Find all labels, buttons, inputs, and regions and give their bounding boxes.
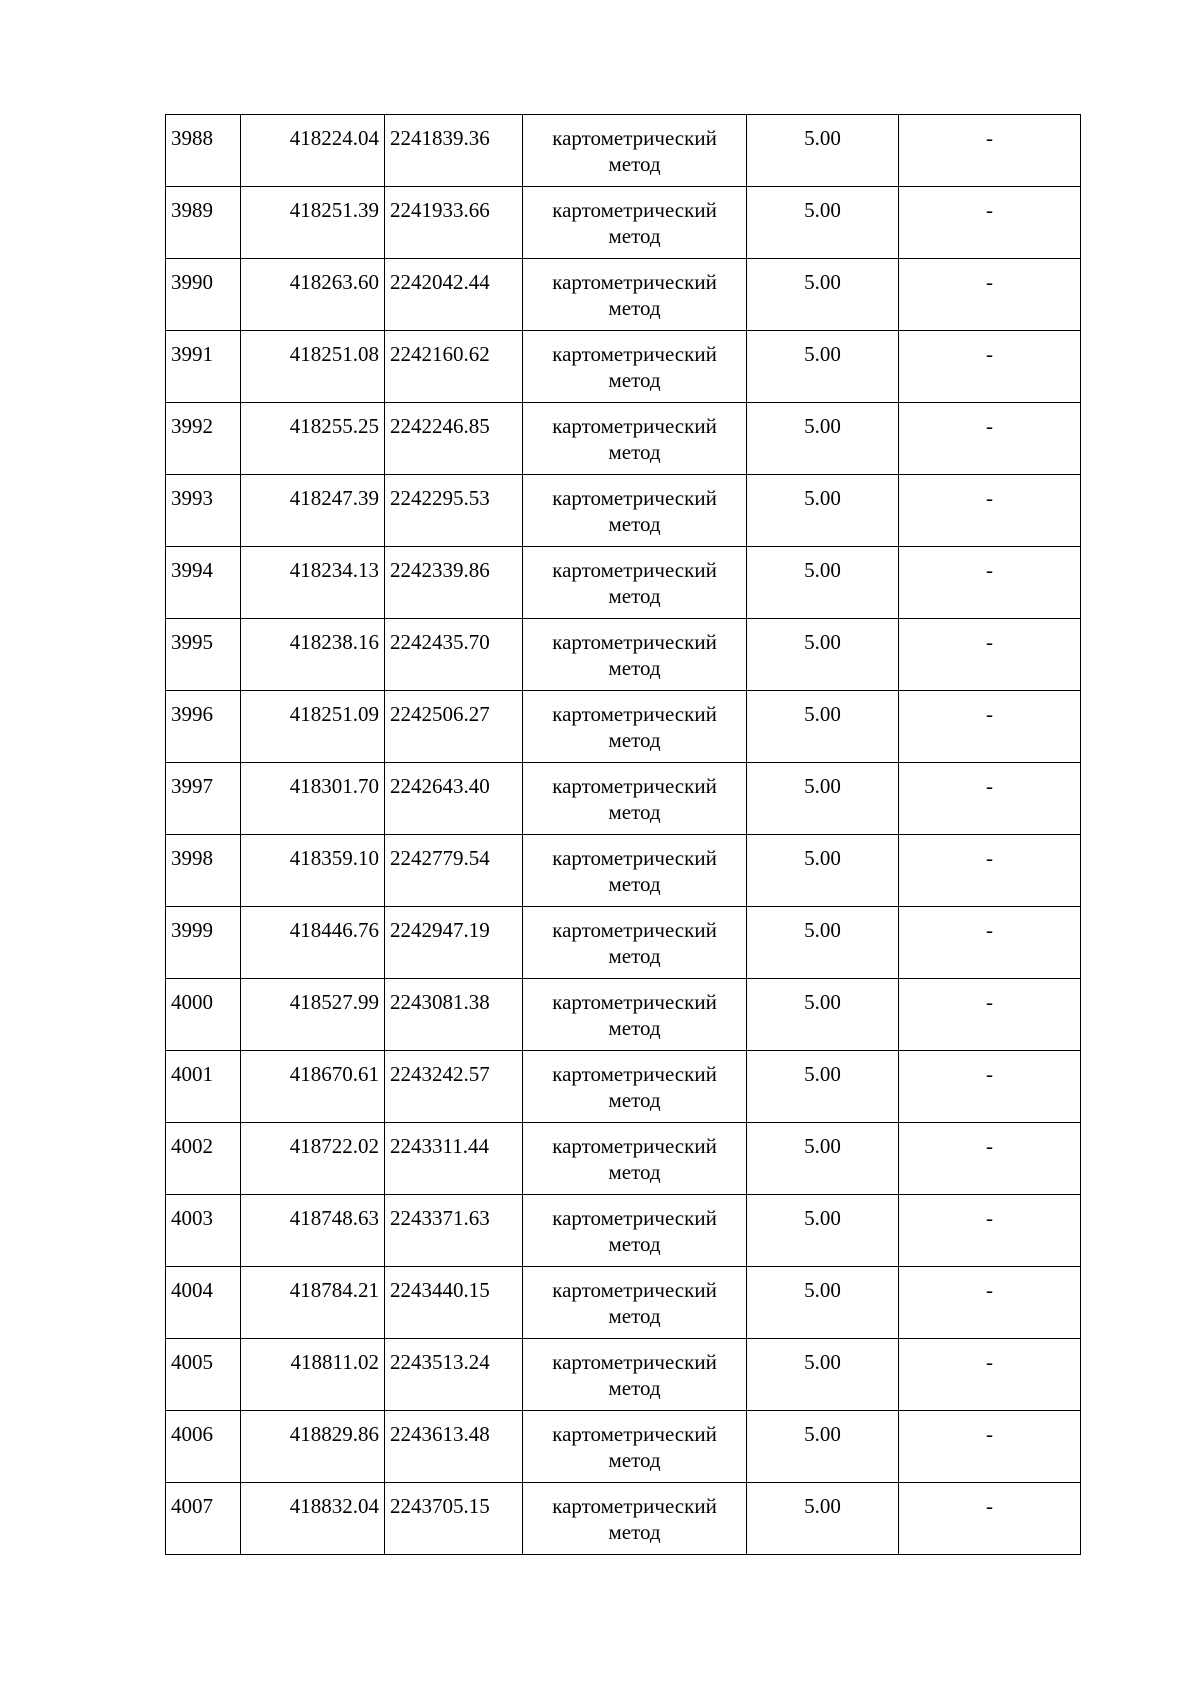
method-cell xyxy=(523,1339,747,1411)
note-cell: - xyxy=(899,1483,1081,1555)
y-coordinate-cell: 2242246.85 xyxy=(385,403,523,475)
method-cell xyxy=(523,1051,747,1123)
point-number-cell: 4001 xyxy=(166,1051,241,1123)
method-label-line-1: картометрический xyxy=(552,126,717,150)
point-number-cell: 4003 xyxy=(166,1195,241,1267)
y-coordinate-cell: 2242779.54 xyxy=(385,835,523,907)
table-row xyxy=(166,475,1081,547)
method-cell xyxy=(523,979,747,1051)
note-cell: - xyxy=(899,547,1081,619)
point-number-cell: 3989 xyxy=(166,187,241,259)
method-label-line-2: метод xyxy=(608,1160,661,1184)
method-label-line-2: метод xyxy=(608,800,661,824)
note-cell: - xyxy=(899,619,1081,691)
method-label-line-1: картометрический xyxy=(552,270,717,294)
note-cell: - xyxy=(899,259,1081,331)
coordinates-table xyxy=(165,114,1081,1555)
accuracy-cell: 5.00 xyxy=(747,1483,899,1555)
accuracy-cell: 5.00 xyxy=(747,1195,899,1267)
method-cell xyxy=(523,1411,747,1483)
y-coordinate-cell: 2242160.62 xyxy=(385,331,523,403)
method-label-line-2: метод xyxy=(608,728,661,752)
accuracy-cell: 5.00 xyxy=(747,619,899,691)
method-label-line-2: метод xyxy=(608,152,661,176)
y-coordinate-cell: 2242339.86 xyxy=(385,547,523,619)
x-coordinate-cell: 418359.10 xyxy=(241,835,385,907)
note-cell: - xyxy=(899,331,1081,403)
method-cell xyxy=(523,115,747,187)
y-coordinate-cell: 2242042.44 xyxy=(385,259,523,331)
note-cell: - xyxy=(899,835,1081,907)
method-label-line-1: картометрический xyxy=(552,1278,717,1302)
method-label-line-2: метод xyxy=(608,584,661,608)
method-label-line-2: метод xyxy=(608,1520,661,1544)
point-number-cell: 4002 xyxy=(166,1123,241,1195)
x-coordinate-cell: 418301.70 xyxy=(241,763,385,835)
point-number-cell: 4000 xyxy=(166,979,241,1051)
y-coordinate-cell: 2243371.63 xyxy=(385,1195,523,1267)
method-cell xyxy=(523,763,747,835)
method-label-line-1: картометрический xyxy=(552,846,717,870)
x-coordinate-cell: 418811.02 xyxy=(241,1339,385,1411)
method-label-line-1: картометрический xyxy=(552,558,717,582)
note-cell: - xyxy=(899,979,1081,1051)
method-label-line-2: метод xyxy=(608,1376,661,1400)
point-number-cell: 3994 xyxy=(166,547,241,619)
accuracy-cell: 5.00 xyxy=(747,907,899,979)
note-cell: - xyxy=(899,691,1081,763)
method-cell xyxy=(523,403,747,475)
note-cell: - xyxy=(899,1267,1081,1339)
method-label-line-2: метод xyxy=(608,440,661,464)
y-coordinate-cell: 2243311.44 xyxy=(385,1123,523,1195)
table-row xyxy=(166,1123,1081,1195)
x-coordinate-cell: 418722.02 xyxy=(241,1123,385,1195)
method-cell xyxy=(523,547,747,619)
method-label-line-1: картометрический xyxy=(552,486,717,510)
note-cell: - xyxy=(899,763,1081,835)
accuracy-cell: 5.00 xyxy=(747,331,899,403)
accuracy-cell: 5.00 xyxy=(747,187,899,259)
point-number-cell: 4005 xyxy=(166,1339,241,1411)
x-coordinate-cell: 418263.60 xyxy=(241,259,385,331)
point-number-cell: 3991 xyxy=(166,331,241,403)
point-number-cell: 3997 xyxy=(166,763,241,835)
method-cell xyxy=(523,691,747,763)
note-cell: - xyxy=(899,1051,1081,1123)
x-coordinate-cell: 418238.16 xyxy=(241,619,385,691)
method-label-line-1: картометрический xyxy=(552,198,717,222)
accuracy-cell: 5.00 xyxy=(747,403,899,475)
y-coordinate-cell: 2242947.19 xyxy=(385,907,523,979)
table-row xyxy=(166,1051,1081,1123)
method-label-line-2: метод xyxy=(608,1016,661,1040)
table-row xyxy=(166,1195,1081,1267)
table-row xyxy=(166,1339,1081,1411)
point-number-cell: 3988 xyxy=(166,115,241,187)
note-cell: - xyxy=(899,907,1081,979)
table-row xyxy=(166,547,1081,619)
x-coordinate-cell: 418670.61 xyxy=(241,1051,385,1123)
method-cell xyxy=(523,619,747,691)
table-row xyxy=(166,1411,1081,1483)
y-coordinate-cell: 2242643.40 xyxy=(385,763,523,835)
method-label-line-2: метод xyxy=(608,296,661,320)
method-label-line-1: картометрический xyxy=(552,1422,717,1446)
table-row xyxy=(166,619,1081,691)
note-cell: - xyxy=(899,1123,1081,1195)
method-label-line-2: метод xyxy=(608,1304,661,1328)
y-coordinate-cell: 2242295.53 xyxy=(385,475,523,547)
method-cell xyxy=(523,1267,747,1339)
x-coordinate-cell: 418832.04 xyxy=(241,1483,385,1555)
method-label-line-1: картометрический xyxy=(552,1062,717,1086)
method-label-line-1: картометрический xyxy=(552,414,717,438)
method-label-line-1: картометрический xyxy=(552,918,717,942)
method-label-line-1: картометрический xyxy=(552,1494,717,1518)
note-cell: - xyxy=(899,403,1081,475)
method-label-line-1: картометрический xyxy=(552,1206,717,1230)
x-coordinate-cell: 418251.39 xyxy=(241,187,385,259)
accuracy-cell: 5.00 xyxy=(747,547,899,619)
note-cell: - xyxy=(899,115,1081,187)
y-coordinate-cell: 2241839.36 xyxy=(385,115,523,187)
accuracy-cell: 5.00 xyxy=(747,1411,899,1483)
table-row xyxy=(166,187,1081,259)
method-cell xyxy=(523,1483,747,1555)
y-coordinate-cell: 2243440.15 xyxy=(385,1267,523,1339)
method-cell xyxy=(523,331,747,403)
x-coordinate-cell: 418527.99 xyxy=(241,979,385,1051)
accuracy-cell: 5.00 xyxy=(747,691,899,763)
accuracy-cell: 5.00 xyxy=(747,259,899,331)
table-row xyxy=(166,259,1081,331)
method-cell xyxy=(523,835,747,907)
table-row xyxy=(166,691,1081,763)
y-coordinate-cell: 2241933.66 xyxy=(385,187,523,259)
x-coordinate-cell: 418224.04 xyxy=(241,115,385,187)
accuracy-cell: 5.00 xyxy=(747,1267,899,1339)
method-label-line-1: картометрический xyxy=(552,1134,717,1158)
method-label-line-1: картометрический xyxy=(552,630,717,654)
table-row xyxy=(166,763,1081,835)
y-coordinate-cell: 2242506.27 xyxy=(385,691,523,763)
table-row xyxy=(166,115,1081,187)
point-number-cell: 4007 xyxy=(166,1483,241,1555)
table-row xyxy=(166,1267,1081,1339)
method-label-line-2: метод xyxy=(608,224,661,248)
accuracy-cell: 5.00 xyxy=(747,979,899,1051)
point-number-cell: 3992 xyxy=(166,403,241,475)
table-row xyxy=(166,403,1081,475)
point-number-cell: 4006 xyxy=(166,1411,241,1483)
table-row xyxy=(166,979,1081,1051)
method-label-line-2: метод xyxy=(608,1232,661,1256)
method-cell xyxy=(523,907,747,979)
coordinates-table-body xyxy=(166,115,1081,1555)
table-row xyxy=(166,835,1081,907)
x-coordinate-cell: 418784.21 xyxy=(241,1267,385,1339)
x-coordinate-cell: 418446.76 xyxy=(241,907,385,979)
accuracy-cell: 5.00 xyxy=(747,115,899,187)
method-label-line-1: картометрический xyxy=(552,342,717,366)
method-label-line-2: метод xyxy=(608,944,661,968)
table-row xyxy=(166,1483,1081,1555)
x-coordinate-cell: 418234.13 xyxy=(241,547,385,619)
method-label-line-2: метод xyxy=(608,1088,661,1112)
y-coordinate-cell: 2243613.48 xyxy=(385,1411,523,1483)
accuracy-cell: 5.00 xyxy=(747,835,899,907)
y-coordinate-cell: 2243081.38 xyxy=(385,979,523,1051)
point-number-cell: 3998 xyxy=(166,835,241,907)
y-coordinate-cell: 2243705.15 xyxy=(385,1483,523,1555)
point-number-cell: 3993 xyxy=(166,475,241,547)
table-row xyxy=(166,907,1081,979)
method-label-line-2: метод xyxy=(608,512,661,536)
note-cell: - xyxy=(899,1411,1081,1483)
method-label-line-2: метод xyxy=(608,656,661,680)
method-label-line-1: картометрический xyxy=(552,702,717,726)
x-coordinate-cell: 418255.25 xyxy=(241,403,385,475)
y-coordinate-cell: 2243513.24 xyxy=(385,1339,523,1411)
method-label-line-1: картометрический xyxy=(552,990,717,1014)
note-cell: - xyxy=(899,1339,1081,1411)
x-coordinate-cell: 418829.86 xyxy=(241,1411,385,1483)
method-label-line-1: картометрический xyxy=(552,774,717,798)
accuracy-cell: 5.00 xyxy=(747,1051,899,1123)
table-row xyxy=(166,331,1081,403)
point-number-cell: 3999 xyxy=(166,907,241,979)
accuracy-cell: 5.00 xyxy=(747,1339,899,1411)
method-cell xyxy=(523,259,747,331)
method-label-line-2: метод xyxy=(608,872,661,896)
method-label-line-2: метод xyxy=(608,368,661,392)
note-cell: - xyxy=(899,1195,1081,1267)
point-number-cell: 3996 xyxy=(166,691,241,763)
y-coordinate-cell: 2243242.57 xyxy=(385,1051,523,1123)
point-number-cell: 3995 xyxy=(166,619,241,691)
method-label-line-2: метод xyxy=(608,1448,661,1472)
note-cell: - xyxy=(899,187,1081,259)
point-number-cell: 3990 xyxy=(166,259,241,331)
method-label-line-1: картометрический xyxy=(552,1350,717,1374)
method-cell xyxy=(523,1195,747,1267)
x-coordinate-cell: 418251.09 xyxy=(241,691,385,763)
x-coordinate-cell: 418251.08 xyxy=(241,331,385,403)
point-number-cell: 4004 xyxy=(166,1267,241,1339)
accuracy-cell: 5.00 xyxy=(747,763,899,835)
accuracy-cell: 5.00 xyxy=(747,475,899,547)
method-cell xyxy=(523,187,747,259)
y-coordinate-cell: 2242435.70 xyxy=(385,619,523,691)
x-coordinate-cell: 418748.63 xyxy=(241,1195,385,1267)
note-cell: - xyxy=(899,475,1081,547)
method-cell xyxy=(523,1123,747,1195)
x-coordinate-cell: 418247.39 xyxy=(241,475,385,547)
method-cell xyxy=(523,475,747,547)
accuracy-cell: 5.00 xyxy=(747,1123,899,1195)
